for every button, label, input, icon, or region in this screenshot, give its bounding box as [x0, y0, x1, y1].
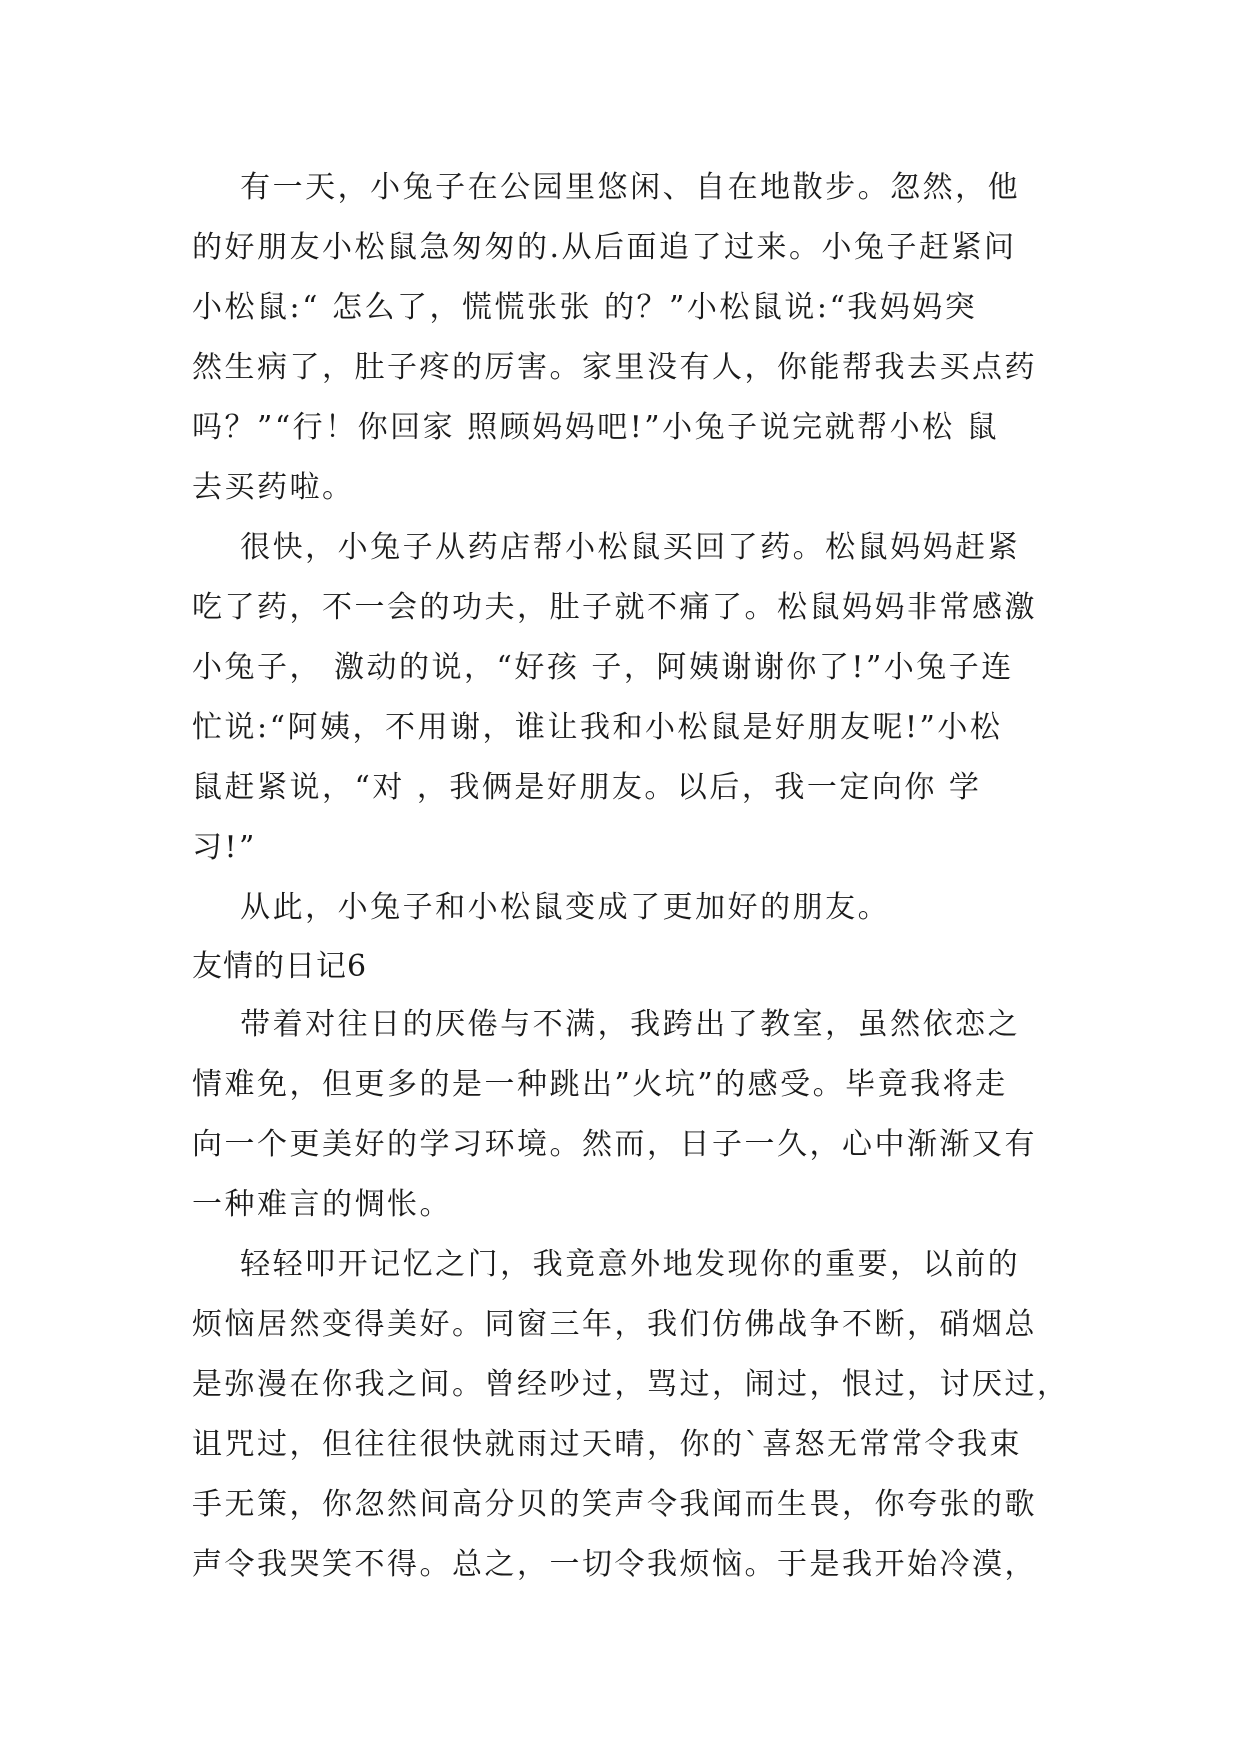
text-line: 轻轻叩开记忆之门，我竟意外地发现你的重要，以前的 [192, 1247, 1021, 1282]
text-line: 情难免，但更多的是一种跳出”火坑”的感受。毕竟我将走 [192, 1067, 1008, 1102]
text-line: 习!” [192, 830, 257, 865]
section-heading: 友情的日记6 [192, 949, 368, 984]
text-line: 向一个更美好的学习环境。然而，日子一久，心中渐渐又有 [192, 1127, 1037, 1162]
text-line: 去买药啦。 [192, 470, 355, 505]
text-line: 从此，小兔子和小松鼠变成了更加好的朋友。 [192, 890, 891, 925]
paragraph-medicine [192, 518, 1052, 878]
text-line: 很快，小兔子从药店帮小松鼠买回了药。松鼠妈妈赶紧 [192, 530, 1021, 565]
text-line: 忙说:“阿姨，不用谢，谁让我和小松鼠是好朋友呢!”小松 [192, 710, 1003, 745]
text-line: 然生病了，肚子疼的厉害。家里没有人，你能帮我去买点药 [192, 350, 1037, 385]
paragraph-conclusion [192, 878, 1052, 938]
paragraph-leaving-class [192, 995, 1052, 1235]
text-line: 声令我哭笑不得。总之，一切令我烦恼。于是我开始冷漠， [192, 1547, 1037, 1582]
text-line: 吃了药，不一会的功夫，肚子就不痛了。松鼠妈妈非常感激 [192, 590, 1037, 625]
text-line: 小松鼠:“ 怎么了，慌慌张张 的？”小松鼠说:“我妈妈突 [192, 290, 978, 325]
text-line: 的好朋友小松鼠急匆匆的.从后面追了过来。小兔子赶紧问 [192, 230, 1017, 265]
text-line: 手无策，你忽然间高分贝的笑声令我闻而生畏，你夸张的歌 [192, 1487, 1037, 1522]
paragraph-memories [192, 1235, 1070, 1595]
text-line: 是弥漫在你我之间。曾经吵过，骂过，闹过，恨过，讨厌过， [192, 1367, 1070, 1402]
text-line: 诅咒过，但往往很快就雨过天晴，你的`喜怒无常常令我束 [192, 1427, 1022, 1462]
paragraph-rabbit-walk [192, 158, 1052, 518]
text-line: 烦恼居然变得美好。同窗三年，我们仿佛战争不断，硝烟总 [192, 1307, 1037, 1342]
text-line: 吗？”“行！你回家 照顾妈妈吧!”小兔子说完就帮小松 鼠 [192, 410, 1000, 445]
text-line: 有一天，小兔子在公园里悠闲、自在地散步。忽然，他 [192, 170, 1021, 205]
text-line: 带着对往日的厌倦与不满，我跨出了教室，虽然依恋之 [192, 1007, 1021, 1042]
text-line: 鼠赶紧说，“对 ，我俩是好朋友。以后，我一定向你 学 [192, 770, 982, 805]
document-body [192, 158, 1070, 1595]
text-line: 一种难言的惆怅。 [192, 1187, 452, 1222]
text-line: 小兔子， 激动的说，“好孩 子，阿姨谢谢你了!”小兔子连 [192, 650, 1014, 685]
